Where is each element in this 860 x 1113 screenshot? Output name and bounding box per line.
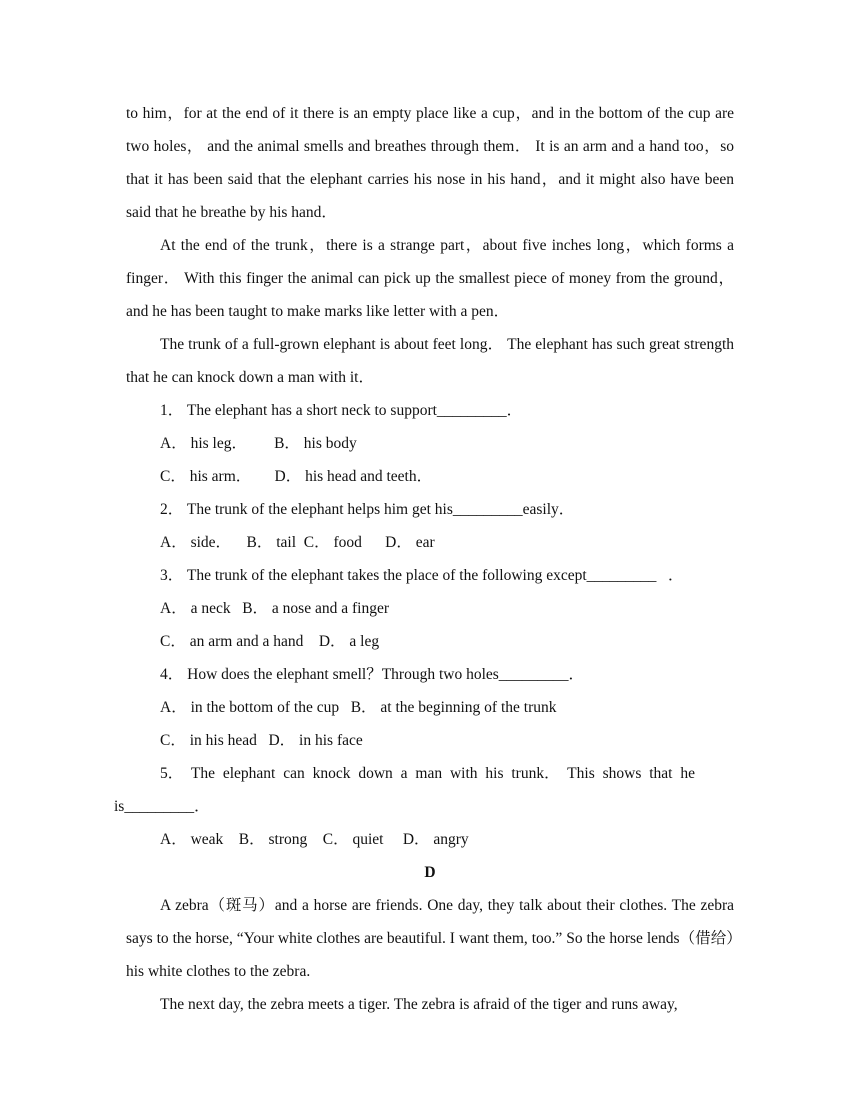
question-stem: 1． The elephant has a short neck to support_________． — [160, 402, 523, 419]
question-stem: 5． The elephant can knock down a man with his trunk． This shows that he — [160, 765, 695, 782]
question-options: A． his leg． B． his body — [160, 435, 357, 452]
passage-paragraph-3: The trunk of a full-grown elephant is about feet long． The elephant has such great strength that he can knock down a man with it． — [126, 336, 734, 386]
question-options: C． in his head D． in his face — [160, 732, 363, 749]
question-options: A． a neck B． a nose and a finger — [160, 600, 389, 617]
question-stem: 3． The trunk of the elephant takes the place of the following except_________ ． — [160, 567, 684, 584]
question-options: C． an arm and a hand D． a leg — [160, 633, 380, 650]
document-body — [114, 97, 734, 1021]
passage-paragraph-2: At the end of the trunk，there is a strange part，about five inches long，which forms a finger． With this finger the animal can pick up the smallest piece of money from the ground，and he has been taught to make marks like letter with a pen． — [126, 237, 734, 320]
question-options: C． his arm． D． his head and teeth． — [160, 468, 433, 485]
question-stem: 2． The trunk of the elephant helps him get his_________easily． — [160, 501, 575, 518]
question-stem-continued: is_________． — [114, 798, 210, 815]
section-d-paragraph-2: The next day, the zebra meets a tiger. The zebra is afraid of the tiger and runs away, — [160, 996, 678, 1013]
question-stem: 4． How does the elephant smell？Through two holes_________． — [160, 666, 585, 683]
question-options: A． weak B． strong C． quiet D． angry — [160, 831, 469, 848]
question-options: A． side． B． tail C． food D． ear — [160, 534, 435, 551]
question-1 — [126, 394, 734, 493]
question-2 — [126, 493, 734, 559]
section-heading: D — [424, 864, 436, 881]
question-3 — [126, 559, 734, 658]
section-d-paragraph-1: A zebra（斑马）and a horse are friends. One day, they talk about their clothes. The zebra says to the horse, “Your white clothes are beautiful. I want them, too.” So the horse lends（借给）his white clothes to the zebra. — [126, 897, 734, 980]
question-4 — [126, 658, 734, 757]
question-5 — [114, 757, 734, 856]
question-options: A． in the bottom of the cup B． at the beginning of the trunk — [160, 699, 557, 716]
passage-paragraph-1: to him，for at the end of it there is an empty place like a cup，and in the bottom of the cup are two holes， and the animal smells and breathes through them． It is an arm and a hand too，so that it has been said that the elephant carries his nose in his hand，and it might also have been said that he breathe by his hand． — [126, 105, 734, 221]
